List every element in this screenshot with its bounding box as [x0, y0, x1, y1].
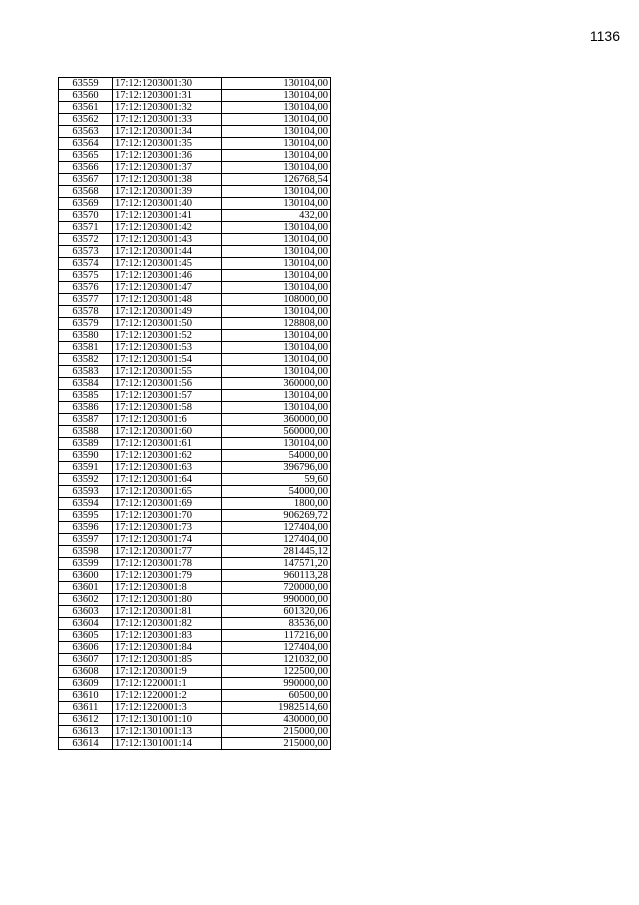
amount-cell: 560000,00: [222, 426, 331, 438]
cadastral-number-cell: 17:12:1203001:41: [113, 210, 222, 222]
amount-cell: 130104,00: [222, 150, 331, 162]
amount-cell: 990000,00: [222, 594, 331, 606]
row-number-cell: 63592: [59, 474, 113, 486]
cadastral-number-cell: 17:12:1203001:69: [113, 498, 222, 510]
amount-cell: 215000,00: [222, 738, 331, 750]
row-number-cell: 63593: [59, 486, 113, 498]
row-number-cell: 63589: [59, 438, 113, 450]
amount-cell: 117216,00: [222, 630, 331, 642]
table-row: [59, 630, 331, 642]
table-body: [59, 78, 331, 750]
row-number-cell: 63566: [59, 162, 113, 174]
cadastral-number-cell: 17:12:1203001:58: [113, 402, 222, 414]
table-row: [59, 726, 331, 738]
cadastral-number-cell: 17:12:1203001:61: [113, 438, 222, 450]
row-number-cell: 63562: [59, 114, 113, 126]
table-row: [59, 138, 331, 150]
row-number-cell: 63564: [59, 138, 113, 150]
cadastral-value-table: [58, 77, 331, 750]
amount-cell: 130104,00: [222, 354, 331, 366]
cadastral-number-cell: 17:12:1203001:35: [113, 138, 222, 150]
table-row: [59, 102, 331, 114]
cadastral-number-cell: 17:12:1203001:65: [113, 486, 222, 498]
table-row: [59, 390, 331, 402]
amount-cell: 121032,00: [222, 654, 331, 666]
amount-cell: 130104,00: [222, 342, 331, 354]
table-row: [59, 702, 331, 714]
table-row: [59, 210, 331, 222]
amount-cell: 130104,00: [222, 198, 331, 210]
amount-cell: 54000,00: [222, 450, 331, 462]
cadastral-number-cell: 17:12:1203001:80: [113, 594, 222, 606]
table-row: [59, 450, 331, 462]
amount-cell: 990000,00: [222, 678, 331, 690]
amount-cell: 130104,00: [222, 330, 331, 342]
amount-cell: 130104,00: [222, 222, 331, 234]
table-row: [59, 198, 331, 210]
table-row: [59, 246, 331, 258]
table-row: [59, 126, 331, 138]
table-row: [59, 738, 331, 750]
cadastral-number-cell: 17:12:1301001:10: [113, 714, 222, 726]
table-row: [59, 162, 331, 174]
row-number-cell: 63571: [59, 222, 113, 234]
row-number-cell: 63598: [59, 546, 113, 558]
table-row: [59, 582, 331, 594]
cadastral-number-cell: 17:12:1301001:13: [113, 726, 222, 738]
table-row: [59, 654, 331, 666]
table-row: [59, 150, 331, 162]
row-number-cell: 63590: [59, 450, 113, 462]
row-number-cell: 63559: [59, 78, 113, 90]
table-row: [59, 666, 331, 678]
cadastral-number-cell: 17:12:1203001:37: [113, 162, 222, 174]
amount-cell: 215000,00: [222, 726, 331, 738]
amount-cell: 130104,00: [222, 366, 331, 378]
row-number-cell: 63585: [59, 390, 113, 402]
table-row: [59, 714, 331, 726]
row-number-cell: 63576: [59, 282, 113, 294]
amount-cell: 130104,00: [222, 162, 331, 174]
row-number-cell: 63606: [59, 642, 113, 654]
table-row: [59, 606, 331, 618]
table-row: [59, 486, 331, 498]
table-row: [59, 90, 331, 102]
table-row: [59, 258, 331, 270]
amount-cell: 130104,00: [222, 270, 331, 282]
row-number-cell: 63587: [59, 414, 113, 426]
row-number-cell: 63597: [59, 534, 113, 546]
amount-cell: 83536,00: [222, 618, 331, 630]
table-row: [59, 270, 331, 282]
table-row: [59, 474, 331, 486]
table-row: [59, 294, 331, 306]
amount-cell: 128808,00: [222, 318, 331, 330]
row-number-cell: 63568: [59, 186, 113, 198]
table-row: [59, 414, 331, 426]
row-number-cell: 63580: [59, 330, 113, 342]
amount-cell: 130104,00: [222, 186, 331, 198]
table-row: [59, 642, 331, 654]
amount-cell: 360000,00: [222, 378, 331, 390]
table-row: [59, 678, 331, 690]
cadastral-number-cell: 17:12:1203001:38: [113, 174, 222, 186]
amount-cell: 130104,00: [222, 390, 331, 402]
row-number-cell: 63607: [59, 654, 113, 666]
amount-cell: 59,60: [222, 474, 331, 486]
table-row: [59, 510, 331, 522]
amount-cell: 130104,00: [222, 258, 331, 270]
table-row: [59, 546, 331, 558]
cadastral-number-cell: 17:12:1203001:52: [113, 330, 222, 342]
amount-cell: 130104,00: [222, 138, 331, 150]
cadastral-number-cell: 17:12:1203001:6: [113, 414, 222, 426]
amount-cell: 127404,00: [222, 534, 331, 546]
table-row: [59, 522, 331, 534]
amount-cell: 122500,00: [222, 666, 331, 678]
amount-cell: 60500,00: [222, 690, 331, 702]
amount-cell: 601320,06: [222, 606, 331, 618]
amount-cell: 130104,00: [222, 306, 331, 318]
cadastral-number-cell: 17:12:1203001:53: [113, 342, 222, 354]
row-number-cell: 63595: [59, 510, 113, 522]
table-row: [59, 114, 331, 126]
row-number-cell: 63579: [59, 318, 113, 330]
row-number-cell: 63596: [59, 522, 113, 534]
row-number-cell: 63574: [59, 258, 113, 270]
table-row: [59, 306, 331, 318]
cadastral-number-cell: 17:12:1203001:45: [113, 258, 222, 270]
amount-cell: 360000,00: [222, 414, 331, 426]
cadastral-number-cell: 17:12:1203001:85: [113, 654, 222, 666]
row-number-cell: 63591: [59, 462, 113, 474]
table-row: [59, 342, 331, 354]
amount-cell: 127404,00: [222, 642, 331, 654]
row-number-cell: 63608: [59, 666, 113, 678]
page-number: 1136: [589, 28, 620, 44]
row-number-cell: 63565: [59, 150, 113, 162]
row-number-cell: 63560: [59, 90, 113, 102]
cadastral-number-cell: 17:12:1203001:81: [113, 606, 222, 618]
amount-cell: 396796,00: [222, 462, 331, 474]
table-row: [59, 534, 331, 546]
amount-cell: 960113,28: [222, 570, 331, 582]
table-row: [59, 402, 331, 414]
cadastral-number-cell: 17:12:1203001:31: [113, 90, 222, 102]
table-row: [59, 690, 331, 702]
table-row: [59, 174, 331, 186]
amount-cell: 130104,00: [222, 234, 331, 246]
amount-cell: 130104,00: [222, 438, 331, 450]
row-number-cell: 63572: [59, 234, 113, 246]
amount-cell: 130104,00: [222, 78, 331, 90]
cadastral-number-cell: 17:12:1203001:40: [113, 198, 222, 210]
cadastral-number-cell: 17:12:1203001:48: [113, 294, 222, 306]
row-number-cell: 63575: [59, 270, 113, 282]
cadastral-number-cell: 17:12:1203001:42: [113, 222, 222, 234]
row-number-cell: 63567: [59, 174, 113, 186]
cadastral-number-cell: 17:12:1203001:50: [113, 318, 222, 330]
row-number-cell: 63600: [59, 570, 113, 582]
amount-cell: 147571,20: [222, 558, 331, 570]
row-number-cell: 63612: [59, 714, 113, 726]
table-row: [59, 618, 331, 630]
row-number-cell: 63586: [59, 402, 113, 414]
cadastral-number-cell: 17:12:1203001:8: [113, 582, 222, 594]
amount-cell: 1982514,60: [222, 702, 331, 714]
row-number-cell: 63577: [59, 294, 113, 306]
cadastral-number-cell: 17:12:1203001:63: [113, 462, 222, 474]
amount-cell: 430000,00: [222, 714, 331, 726]
row-number-cell: 63605: [59, 630, 113, 642]
table-row: [59, 234, 331, 246]
amount-cell: 432,00: [222, 210, 331, 222]
table-row: [59, 282, 331, 294]
row-number-cell: 63599: [59, 558, 113, 570]
cadastral-number-cell: 17:12:1203001:44: [113, 246, 222, 258]
row-number-cell: 63603: [59, 606, 113, 618]
cadastral-number-cell: 17:12:1220001:2: [113, 690, 222, 702]
table-row: [59, 186, 331, 198]
cadastral-number-cell: 17:12:1203001:54: [113, 354, 222, 366]
cadastral-number-cell: 17:12:1203001:73: [113, 522, 222, 534]
row-number-cell: 63588: [59, 426, 113, 438]
row-number-cell: 63609: [59, 678, 113, 690]
cadastral-number-cell: 17:12:1203001:74: [113, 534, 222, 546]
amount-cell: 130104,00: [222, 90, 331, 102]
amount-cell: 130104,00: [222, 102, 331, 114]
amount-cell: 906269,72: [222, 510, 331, 522]
cadastral-number-cell: 17:12:1203001:60: [113, 426, 222, 438]
cadastral-number-cell: 17:12:1203001:62: [113, 450, 222, 462]
cadastral-number-cell: 17:12:1203001:55: [113, 366, 222, 378]
cadastral-number-cell: 17:12:1203001:46: [113, 270, 222, 282]
cadastral-number-cell: 17:12:1203001:39: [113, 186, 222, 198]
cadastral-number-cell: 17:12:1220001:1: [113, 678, 222, 690]
cadastral-number-cell: 17:12:1203001:33: [113, 114, 222, 126]
cadastral-number-cell: 17:12:1203001:9: [113, 666, 222, 678]
amount-cell: 1800,00: [222, 498, 331, 510]
cadastral-number-cell: 17:12:1301001:14: [113, 738, 222, 750]
table-row: [59, 354, 331, 366]
cadastral-number-cell: 17:12:1203001:78: [113, 558, 222, 570]
cadastral-number-cell: 17:12:1203001:70: [113, 510, 222, 522]
cadastral-number-cell: 17:12:1203001:43: [113, 234, 222, 246]
row-number-cell: 63601: [59, 582, 113, 594]
row-number-cell: 63581: [59, 342, 113, 354]
cadastral-number-cell: 17:12:1203001:49: [113, 306, 222, 318]
row-number-cell: 63569: [59, 198, 113, 210]
table-row: [59, 222, 331, 234]
row-number-cell: 63610: [59, 690, 113, 702]
row-number-cell: 63604: [59, 618, 113, 630]
row-number-cell: 63614: [59, 738, 113, 750]
amount-cell: 127404,00: [222, 522, 331, 534]
table-row: [59, 498, 331, 510]
row-number-cell: 63583: [59, 366, 113, 378]
cadastral-number-cell: 17:12:1203001:30: [113, 78, 222, 90]
cadastral-number-cell: 17:12:1203001:82: [113, 618, 222, 630]
row-number-cell: 63602: [59, 594, 113, 606]
table-row: [59, 366, 331, 378]
amount-cell: 130104,00: [222, 114, 331, 126]
table-row: [59, 462, 331, 474]
cadastral-number-cell: 17:12:1203001:56: [113, 378, 222, 390]
table-row: [59, 570, 331, 582]
amount-cell: 130104,00: [222, 402, 331, 414]
table-row: [59, 438, 331, 450]
row-number-cell: 63594: [59, 498, 113, 510]
table-row: [59, 330, 331, 342]
row-number-cell: 63561: [59, 102, 113, 114]
amount-cell: 130104,00: [222, 282, 331, 294]
table-row: [59, 558, 331, 570]
amount-cell: 130104,00: [222, 246, 331, 258]
cadastral-number-cell: 17:12:1220001:3: [113, 702, 222, 714]
cadastral-number-cell: 17:12:1203001:79: [113, 570, 222, 582]
row-number-cell: 63563: [59, 126, 113, 138]
row-number-cell: 63584: [59, 378, 113, 390]
cadastral-number-cell: 17:12:1203001:84: [113, 642, 222, 654]
cadastral-number-cell: 17:12:1203001:36: [113, 150, 222, 162]
cadastral-number-cell: 17:12:1203001:77: [113, 546, 222, 558]
cadastral-number-cell: 17:12:1203001:57: [113, 390, 222, 402]
amount-cell: 126768,54: [222, 174, 331, 186]
row-number-cell: 63570: [59, 210, 113, 222]
row-number-cell: 63611: [59, 702, 113, 714]
cadastral-number-cell: 17:12:1203001:47: [113, 282, 222, 294]
table-row: [59, 426, 331, 438]
row-number-cell: 63582: [59, 354, 113, 366]
cadastral-number-cell: 17:12:1203001:64: [113, 474, 222, 486]
amount-cell: 720000,00: [222, 582, 331, 594]
row-number-cell: 63578: [59, 306, 113, 318]
amount-cell: 281445,12: [222, 546, 331, 558]
table-row: [59, 378, 331, 390]
amount-cell: 108000,00: [222, 294, 331, 306]
cadastral-number-cell: 17:12:1203001:34: [113, 126, 222, 138]
amount-cell: 54000,00: [222, 486, 331, 498]
table-row: [59, 78, 331, 90]
cadastral-number-cell: 17:12:1203001:83: [113, 630, 222, 642]
table-row: [59, 594, 331, 606]
row-number-cell: 63573: [59, 246, 113, 258]
row-number-cell: 63613: [59, 726, 113, 738]
amount-cell: 130104,00: [222, 126, 331, 138]
table-row: [59, 318, 331, 330]
cadastral-number-cell: 17:12:1203001:32: [113, 102, 222, 114]
